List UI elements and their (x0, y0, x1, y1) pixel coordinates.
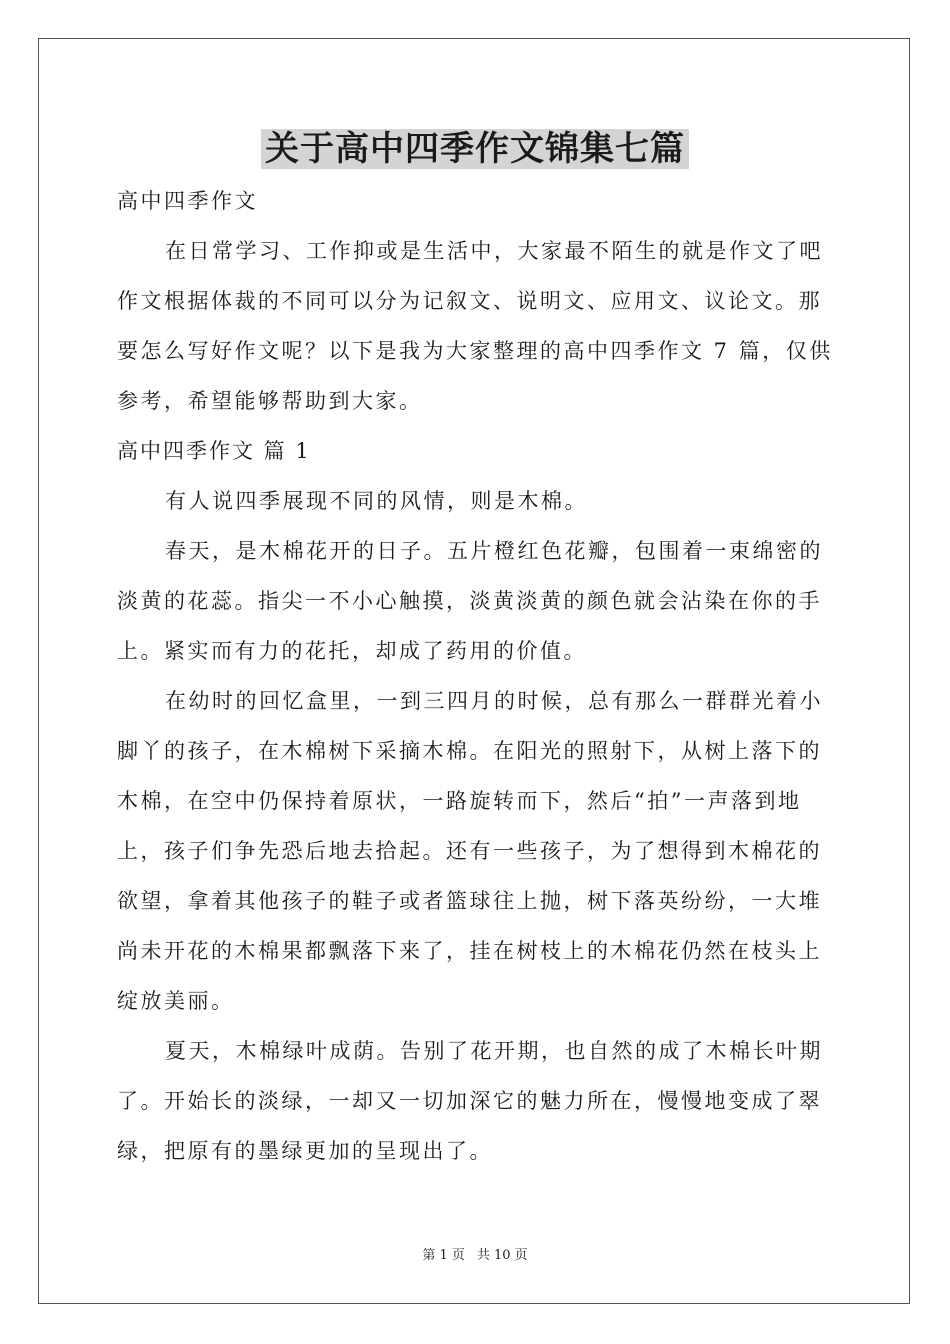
page-number: 第 1 页 (422, 1248, 465, 1263)
section-heading: 高中四季作文 篇 1 (117, 439, 311, 463)
paragraph-line: 作文根据体裁的不同可以分为记叙文、说明文、应用文、议论文。那 (117, 289, 822, 313)
page-total: 共 10 页 (476, 1248, 528, 1263)
page-footer (0, 1246, 950, 1266)
document-title (0, 124, 950, 174)
paragraph-line: 欲望，拿着其他孩子的鞋子或者篮球往上抛，树下落英纷纷，一大堆 (117, 889, 822, 913)
paragraph-line: 尚未开花的木棉果都飘落下来了，挂在树枝上的木棉花仍然在枝头上 (117, 939, 822, 963)
paragraph-line: 参考，希望能够帮助到大家。 (117, 389, 423, 413)
paragraph-line: 绿，把原有的墨绿更加的呈现出了。 (117, 1139, 493, 1163)
paragraph-line: 春天，是木棉花开的日子。五片橙红色花瓣，包围着一束绵密的 (165, 539, 823, 563)
paragraph-line: 淡黄的花蕊。指尖一不小心触摸，淡黄淡黄的颜色就会沾染在你的手 (117, 589, 822, 613)
paragraph-line: 要怎么写好作文呢？以下是我为大家整理的高中四季作文 7 篇，仅供 (117, 339, 833, 363)
paragraph-line: 有人说四季展现不同的风情，则是木棉。 (165, 489, 588, 513)
paragraph-line: 绽放美丽。 (117, 989, 235, 1013)
paragraph-line: 上。紧实而有力的花托，却成了药用的价值。 (117, 639, 587, 663)
paragraph-line: 上，孩子们争先恐后地去拾起。还有一些孩子，为了想得到木棉花的 (117, 839, 822, 863)
paragraph-line: 在幼时的回忆盒里，一到三四月的时候，总有那么一群群光着小 (165, 689, 823, 713)
paragraph-line: 在日常学习、工作抑或是生活中，大家最不陌生的就是作文了吧 (165, 239, 823, 263)
document-title-text: 关于高中四季作文锦集七篇 (261, 129, 689, 169)
paragraph-line: 夏天，木棉绿叶成荫。告别了花开期，也自然的成了木棉长叶期 (165, 1039, 823, 1063)
paragraph-line: 木棉，在空中仍保持着原状，一路旋转而下，然后“拍”一声落到地 (117, 789, 802, 813)
paragraph-line: 脚丫的孩子，在木棉树下采摘木棉。在阳光的照射下，从树上落下的 (117, 739, 822, 763)
document-body (117, 176, 833, 1176)
paragraph-line: 了。开始长的淡绿，一却又一切加深它的魅力所在，慢慢地变成了翠 (117, 1089, 822, 1113)
section-heading: 高中四季作文 (117, 189, 258, 213)
